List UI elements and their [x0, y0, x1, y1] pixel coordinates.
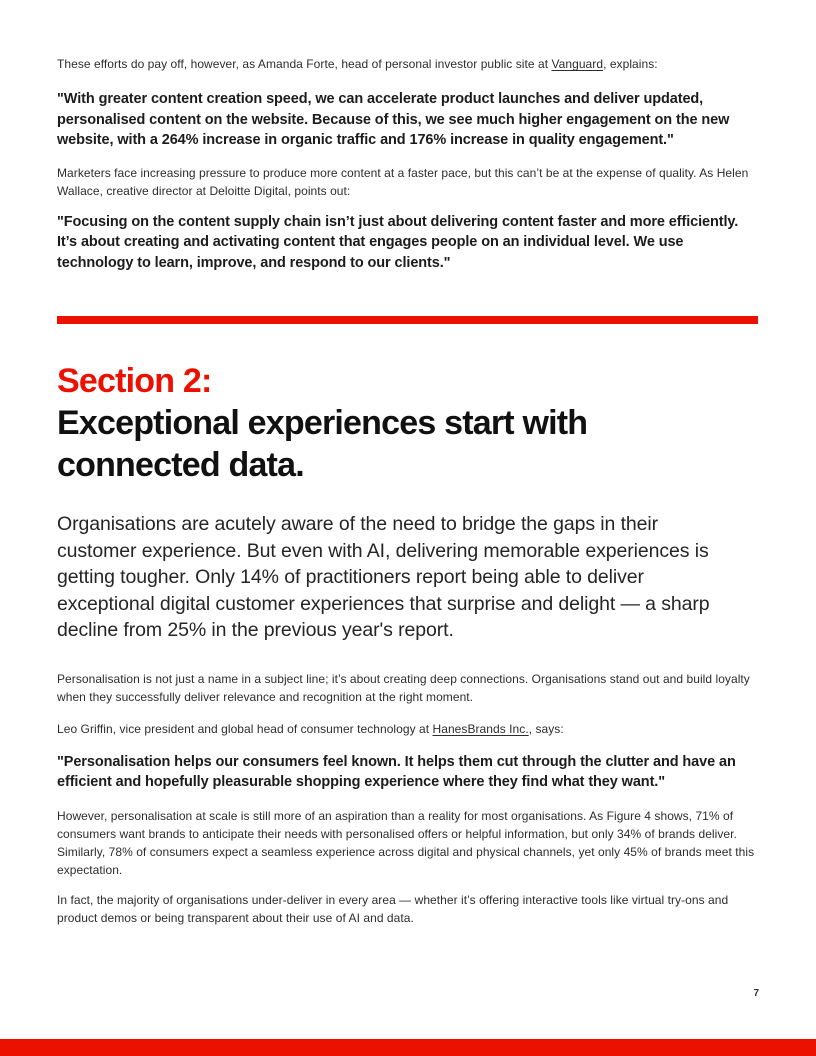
- pull-quote-amanda-forte: "With greater content creation speed, we can accelerate product launches and deliver updated, personalised content on the website. Because of this, we see much higher engagement on the new website, with a 264% increase in organic traffic and 176% increase in quality engagement.": [57, 91, 730, 148]
- paragraph-forte-attribution: [57, 55, 758, 73]
- attribution-pre-text: These efforts do pay off, however, as Amanda Forte, head of personal investor public site at: [57, 57, 552, 71]
- attribution-post-text: , explains:: [603, 57, 658, 71]
- page-number: 7: [753, 988, 759, 999]
- section-divider-rule: [57, 316, 758, 324]
- section-label: Section 2:: [57, 362, 212, 400]
- page-content: [57, 0, 758, 927]
- paragraph-griffin-attribution: [57, 720, 758, 738]
- paragraph-figure4-stats: However, personalisation at scale is still more of an aspiration than a reality for most organisations. As Figure 4 shows, 71% of consumers want brands to anticipate their needs with personalised offers or helpful information, but only 34% of brands deliver. Similarly, 78% of consumers expect a seamless experience across digital and physical channels, yet only 45% of brands meet this expectation.: [57, 808, 755, 877]
- vanguard-link[interactable]: Vanguard: [551, 57, 604, 71]
- attribution-pre-text: Leo Griffin, vice president and global head of consumer technology at: [57, 721, 433, 736]
- section-title: Exceptional experiences start with connected data.: [57, 404, 588, 484]
- section-lead-paragraph: Organisations are acutely aware of the need to bridge the gaps in their customer experience. But even with AI, delivering memorable experiences is getting tougher. Only 14% of practitioners report being able to deliver exceptional digital customer experiences that surprise and delight — a sharp decline from 25% in the previous year's report.: [57, 513, 710, 641]
- paragraph-personalisation: Personalisation is not just a name in a subject line; it’s about creating deep connections. Organisations stand out and build loyalty when they successfully deliver relevance and recognition at the right moment.: [57, 671, 750, 704]
- hanesbrands-link[interactable]: HanesBrands Inc.: [432, 721, 529, 736]
- attribution-post-text: , says:: [528, 721, 564, 736]
- footer-accent-bar: [0, 1039, 816, 1056]
- paragraph-under-deliver: In fact, the majority of organisations under-deliver in every area — whether it’s offering interactive tools like virtual try-ons and product demos or being transparent about their use of AI and data.: [57, 892, 729, 925]
- pull-quote-leo-griffin: "Personalisation helps our consumers feel known. It helps them cut through the clutter and have an efficient and hopefully pleasurable shopping experience where they find what they want.": [57, 753, 736, 790]
- paragraph-marketers-pressure: Marketers face increasing pressure to produce more content at a faster pace, but this can’t be at the expense of quality. As Helen Wallace, creative director at Deloitte Digital, points out:: [57, 165, 749, 198]
- pull-quote-helen-wallace: "Focusing on the content supply chain isn’t just about delivering content faster and more efficiently. It’s about creating and activating content that engages people on an individual level. We use technology to learn, improve, and respond to our clients.": [57, 213, 739, 271]
